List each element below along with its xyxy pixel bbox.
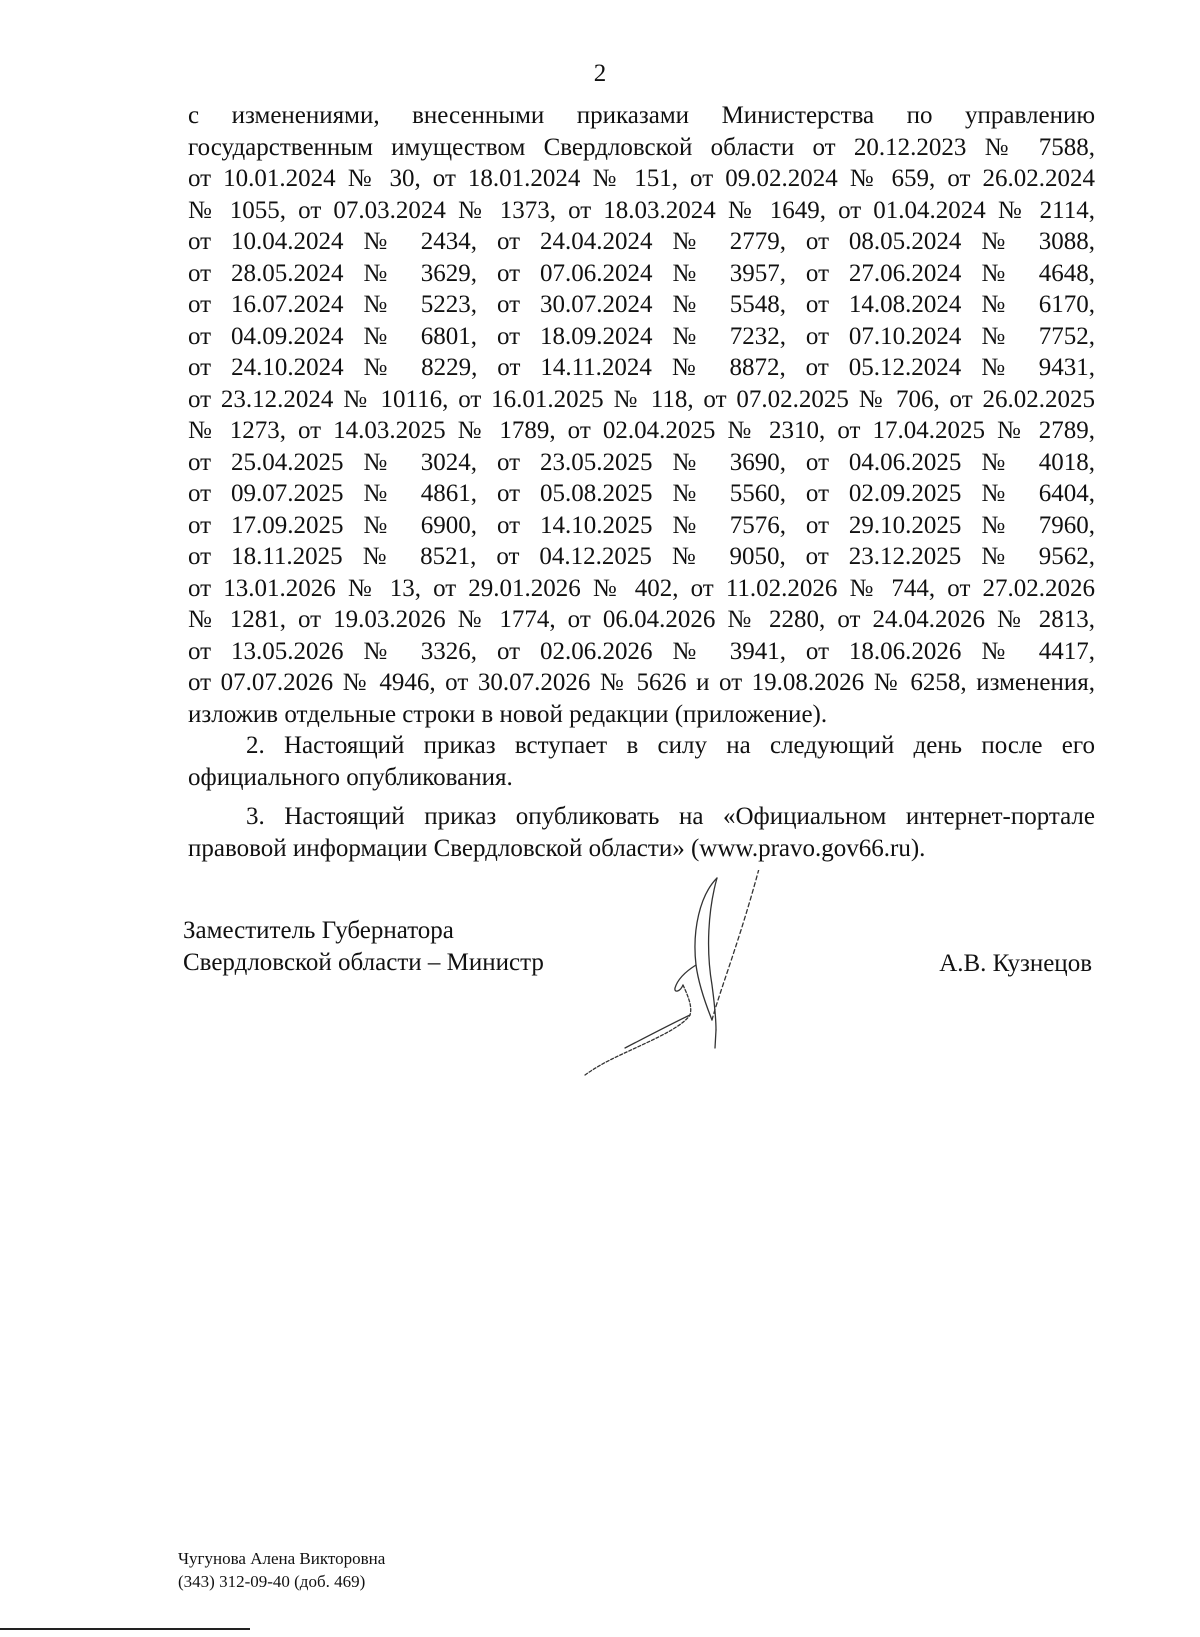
text-line: № 1273, от 14.03.2025 № 1789, от 02.04.2025 № 2310, от 17.04.2025 № 2789, bbox=[188, 417, 1095, 444]
contact-info bbox=[178, 1547, 385, 1593]
contact-name: Чугунова Алена Викторовна bbox=[178, 1549, 386, 1568]
text-line: официального опубликования. bbox=[188, 763, 513, 791]
paragraph-amendments bbox=[188, 100, 1095, 730]
text-line: изложив отдельные строки в новой редакции (приложение). bbox=[188, 700, 828, 728]
text-line: с изменениями, внесенными приказами Министерства по управлению bbox=[188, 102, 1095, 129]
paragraph-publication bbox=[188, 801, 1095, 864]
paragraph-entry-into-force bbox=[188, 730, 1095, 793]
footer-rule bbox=[0, 1628, 250, 1630]
signer-position-line: Заместитель Губернатора bbox=[183, 917, 454, 944]
text-line: правовой информации Свердловской области» (www.pravo.gov66.ru). bbox=[188, 834, 926, 862]
text-line: от 25.04.2025 № 3024, от 23.05.2025 № 3690, от 04.06.2025 № 4018, bbox=[188, 448, 1095, 476]
text-line: № 1281, от 19.03.2026 № 1774, от 06.04.2026 № 2280, от 24.04.2026 № 2813, bbox=[188, 606, 1095, 633]
contact-phone: (343) 312-09-40 (доб. 469) bbox=[178, 1572, 366, 1591]
text-line: от 09.07.2025 № 4861, от 05.08.2025 № 5560, от 02.09.2025 № 6404, bbox=[188, 480, 1095, 507]
text-line: от 13.01.2026 № 13, от 29.01.2026 № 402, от 11.02.2026 № 744, от 27.02.2026 bbox=[188, 574, 1095, 602]
text-line: от 18.11.2025 № 8521, от 04.12.2025 № 9050, от 23.12.2025 № 9562, bbox=[188, 543, 1095, 570]
text-line: от 13.05.2026 № 3326, от 02.06.2026 № 3941, от 18.06.2026 № 4417, bbox=[188, 637, 1095, 665]
signer-position-line: Свердловской области – Министр bbox=[183, 949, 544, 976]
text-line: от 17.09.2025 № 6900, от 14.10.2025 № 7576, от 29.10.2025 № 7960, bbox=[188, 511, 1095, 539]
text-line: 2. Настоящий приказ вступает в силу на следующий день после его bbox=[246, 732, 1095, 759]
text-line: от 04.09.2024 № 6801, от 18.09.2024 № 7232, от 07.10.2024 № 7752, bbox=[188, 322, 1095, 350]
handwritten-signature bbox=[580, 870, 800, 1090]
text-line: 3. Настоящий приказ опубликовать на «Официальном интернет-портале bbox=[246, 803, 1095, 830]
text-line: от 16.07.2024 № 5223, от 30.07.2024 № 5548, от 14.08.2024 № 6170, bbox=[188, 291, 1095, 318]
text-line: от 28.05.2024 № 3629, от 07.06.2024 № 3957, от 27.06.2024 № 4648, bbox=[188, 259, 1095, 287]
text-line: государственным имуществом Свердловской области от 20.12.2023 № 7588, bbox=[188, 133, 1095, 161]
text-line: от 24.10.2024 № 8229, от 14.11.2024 № 8872, от 05.12.2024 № 9431, bbox=[188, 354, 1095, 381]
text-line: от 23.12.2024 № 10116, от 16.01.2025 № 118, от 07.02.2025 № 706, от 26.02.2025 bbox=[188, 385, 1095, 413]
page-number: 2 bbox=[593, 60, 607, 87]
text-line: от 10.04.2024 № 2434, от 24.04.2024 № 2779, от 08.05.2024 № 3088, bbox=[188, 228, 1095, 255]
text-line: № 1055, от 07.03.2024 № 1373, от 18.03.2024 № 1649, от 01.04.2024 № 2114, bbox=[188, 196, 1095, 224]
text-line: от 07.07.2026 № 4946, от 30.07.2026 № 5626 и от 19.08.2026 № 6258, изменения, bbox=[188, 669, 1095, 696]
signer-name: А.В. Кузнецов bbox=[939, 950, 1092, 977]
text-line: от 10.01.2024 № 30, от 18.01.2024 № 151, от 09.02.2024 № 659, от 26.02.2024 bbox=[188, 165, 1095, 192]
document-body bbox=[188, 100, 1095, 864]
signer-position bbox=[183, 915, 544, 979]
